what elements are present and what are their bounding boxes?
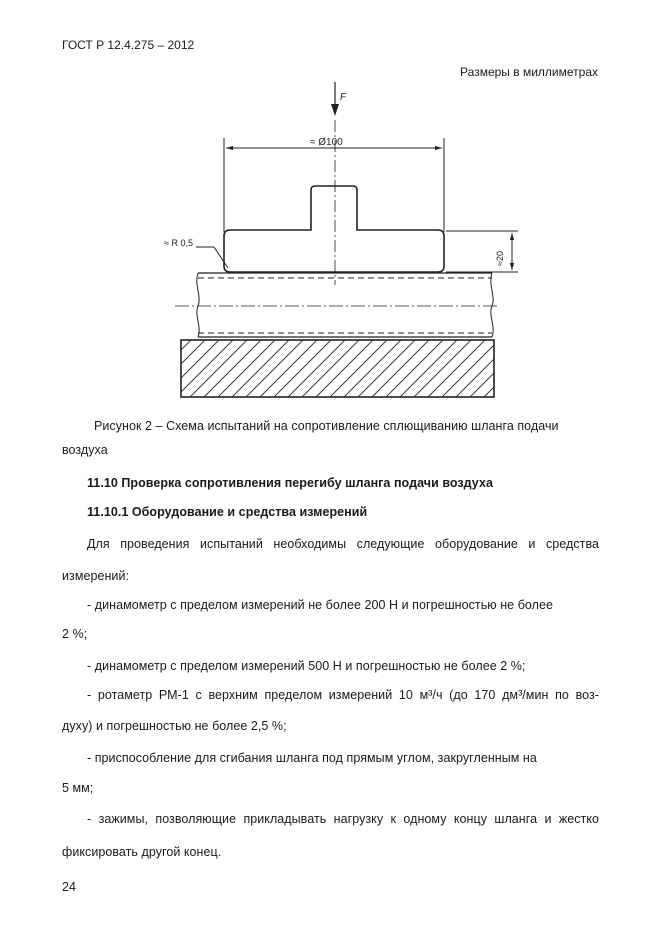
- list-item-3: - ротаметр РМ-1 с верхним пределом измерений 10 м³/ч (до 170 дм³/мин по воз-: [87, 688, 599, 702]
- base-plate: [131, 337, 544, 400]
- document-code: ГОСТ Р 12.4.275 – 2012: [62, 38, 195, 52]
- list-item-5-cont: фиксировать другой конец.: [62, 845, 222, 859]
- press-body: [224, 186, 444, 272]
- height-dimension: [446, 231, 518, 272]
- list-item-4-cont: 5 мм;: [62, 781, 94, 795]
- radius-label: ≈ R 0,5: [164, 238, 193, 248]
- list-item-4: - приспособление для сгибания шланга под прямым углом, закругленным на: [87, 751, 537, 765]
- force-label: F: [340, 92, 347, 103]
- list-item-1: - динамометр с пределом измерений не более 200 Н и погрешностью не более: [87, 598, 553, 612]
- height-label: ≈20: [495, 251, 505, 266]
- section-heading: 11.10 Проверка сопротивления перегибу шланга подачи воздуха: [87, 476, 493, 490]
- intro-line2: измерений:: [62, 569, 130, 583]
- diameter-dimension: [224, 138, 444, 232]
- units-note: Размеры в миллиметрах: [460, 65, 598, 79]
- hose: [175, 273, 500, 337]
- figure-caption-line1: Рисунок 2 – Схема испытаний на сопротивление сплющиванию шланга подачи: [94, 419, 559, 433]
- subsection-heading: 11.10.1 Оборудование и средства измерений: [87, 505, 368, 519]
- diameter-label: ≈ Ø100: [310, 137, 343, 148]
- list-item-1-cont: 2 %;: [62, 627, 88, 641]
- test-scheme-figure: [0, 0, 661, 410]
- list-item-3-cont: духу) и погрешностью не более 2,5 %;: [62, 719, 287, 733]
- force-arrow: [331, 82, 339, 116]
- page-number: 24: [62, 880, 77, 894]
- list-item-5: - зажимы, позволяющие прикладывать нагрузку к одному концу шланга и жестко: [87, 812, 599, 826]
- list-item-2: - динамометр с пределом измерений 500 Н и погрешностью не более 2 %;: [87, 659, 526, 673]
- figure-caption-line2: воздуха: [62, 443, 108, 457]
- intro-line1: Для проведения испытаний необходимы следующие оборудование и средства: [87, 537, 599, 551]
